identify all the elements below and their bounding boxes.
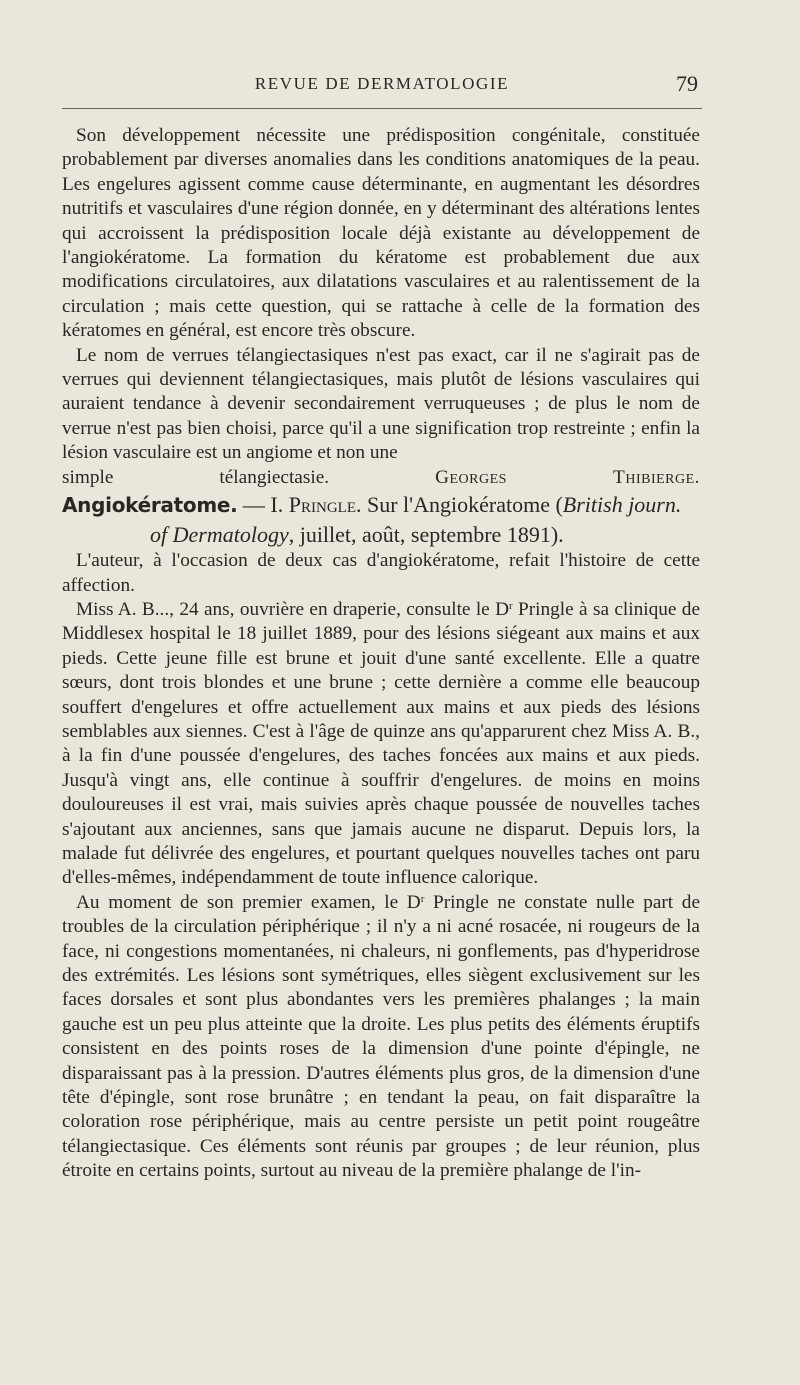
article-dash: — I. [242, 492, 284, 518]
author-signature: Georges Thibierge. [435, 466, 700, 488]
header-rule [62, 108, 702, 109]
page-number: 79 [676, 71, 698, 96]
paragraph-2-signature-line [62, 466, 700, 490]
article-author: Pringle. [288, 492, 362, 518]
article-journal-a: British journ. [562, 492, 682, 518]
article-journal-b: of Dermatology [150, 522, 289, 548]
paragraph-5 [62, 891, 700, 1184]
page-header [62, 71, 702, 98]
paragraph-2-end: simple télangiectasie. [62, 466, 330, 488]
paragraph-1: Son développement nécessite une prédisposition congénitale, constituée probablement par diverses anomalies dans les conditions anatomiques de la peau. Les engelures agissent comme cause déterminante, en augmentant les désordres nutritifs et vasculaires d'une région donnée, en y déterminant des altérations lentes qui accroissent la prédisposition locale déjà existante au développement de l'angiokératome. La formation du kératome est probablement due aux modifications circulatoires, aux dilatations vasculaires et au ralentissement de la circulation ; mais cette question, qui se rattache à celle de la formation des kératomes en général, est encore très obscure. [62, 125, 700, 342]
paragraph-3: L'auteur, à l'occasion de deux cas d'angiokératome, refait l'histoire de cette affection. [62, 550, 700, 596]
paragraph-4-a: Miss A. B..., 24 ans, ouvrière en draperie, consulte le D [76, 598, 510, 620]
paragraph-5-a: Au moment de son premier examen, le D [76, 891, 421, 913]
body-text [62, 124, 700, 1184]
paragraph-4-b: Pringle à sa clinique de Middlesex hospital le 18 juillet 1889, pour des lésions siégeant aux mains et aux pieds. Cette jeune fille est brune et jouit d'une santé excellente. Elle a quatre sœurs, dont trois blondes et une brune ; cette dernière a comme elle beaucoup souffert d'engelures et offre actuellement aux mains et aux pieds des lésions semblables aux siennes. C'est à l'âge de quinze ans qu'apparurent chez Miss A. B., à la fin d'une poussée d'engelures, des taches foncées aux mains et aux pieds. Jusqu'à vingt ans, elle continue à souffrir d'engelures. de moins en moins douloureuses il est vrai, mais suivies après chaque poussée de nouvelles taches s'ajoutant aux anciennes, sans que jamais aucune ne disparut. Depuis lors, la malade fut délivrée des engelures, et pourtant quelques nouvelles taches ont paru d'elles-mêmes, indépendamment de toute influence calorique. [62, 598, 700, 889]
paragraph-5-b: Pringle ne constate nulle part de troubles de la circulation périphérique ; il n'y a ni acné rosacée, ni rougeurs de la face, ni congestions momentanées, ni chaleurs, ni gonflements, pas d'hyperidrose des extrémités. Les lésions sont symétriques, elles siègent exclusivement sur les faces dorsales et sont plus abondantes vers les premières phalanges ; la main gauche est un peu plus atteinte que la droite. Les plus petits des éléments éruptifs consistent en des points roses de la dimension d'une pointe d'épingle, ne disparaissant pas à la pression. D'autres éléments plus gros, de la dimension d'une tête d'épingle, sont rose brunâtre ; en tendant la peau, on fait disparaître la coloration rose périphérique, mais au centre persiste un petit point rougeâtre télangiectasique. Ces éléments sont réunis par groupes ; de leur réunion, plus étroite en certains points, surtout au niveau de la première phalange de l'in- [62, 891, 700, 1182]
paragraph-4 [62, 598, 700, 891]
paragraph-5-sup: r [420, 892, 425, 905]
running-head: REVUE DE DERMATOLOGIE [254, 74, 510, 93]
paragraph-4-sup: r [509, 599, 513, 612]
article-date: , juillet, août, septembre 1891). [288, 522, 564, 548]
article-title-text: Sur l'Angiokératome ( [366, 492, 563, 518]
article-term: Angiokératome. [62, 493, 238, 518]
article-heading [62, 490, 700, 549]
paragraph-2: Le nom de verrues télangiectasiques n'est pas exact, car il ne s'agirait pas de verrues qui deviennent télangiectasiques, mais plutôt de lésions vasculaires qui auraient tendance à devenir secondairement verruqueuses ; de plus le nom de verrue n'est pas bien choisi, parce qu'il a une signification trop restreinte ; enfin la lésion vasculaire est un angiome et non une [62, 344, 700, 464]
